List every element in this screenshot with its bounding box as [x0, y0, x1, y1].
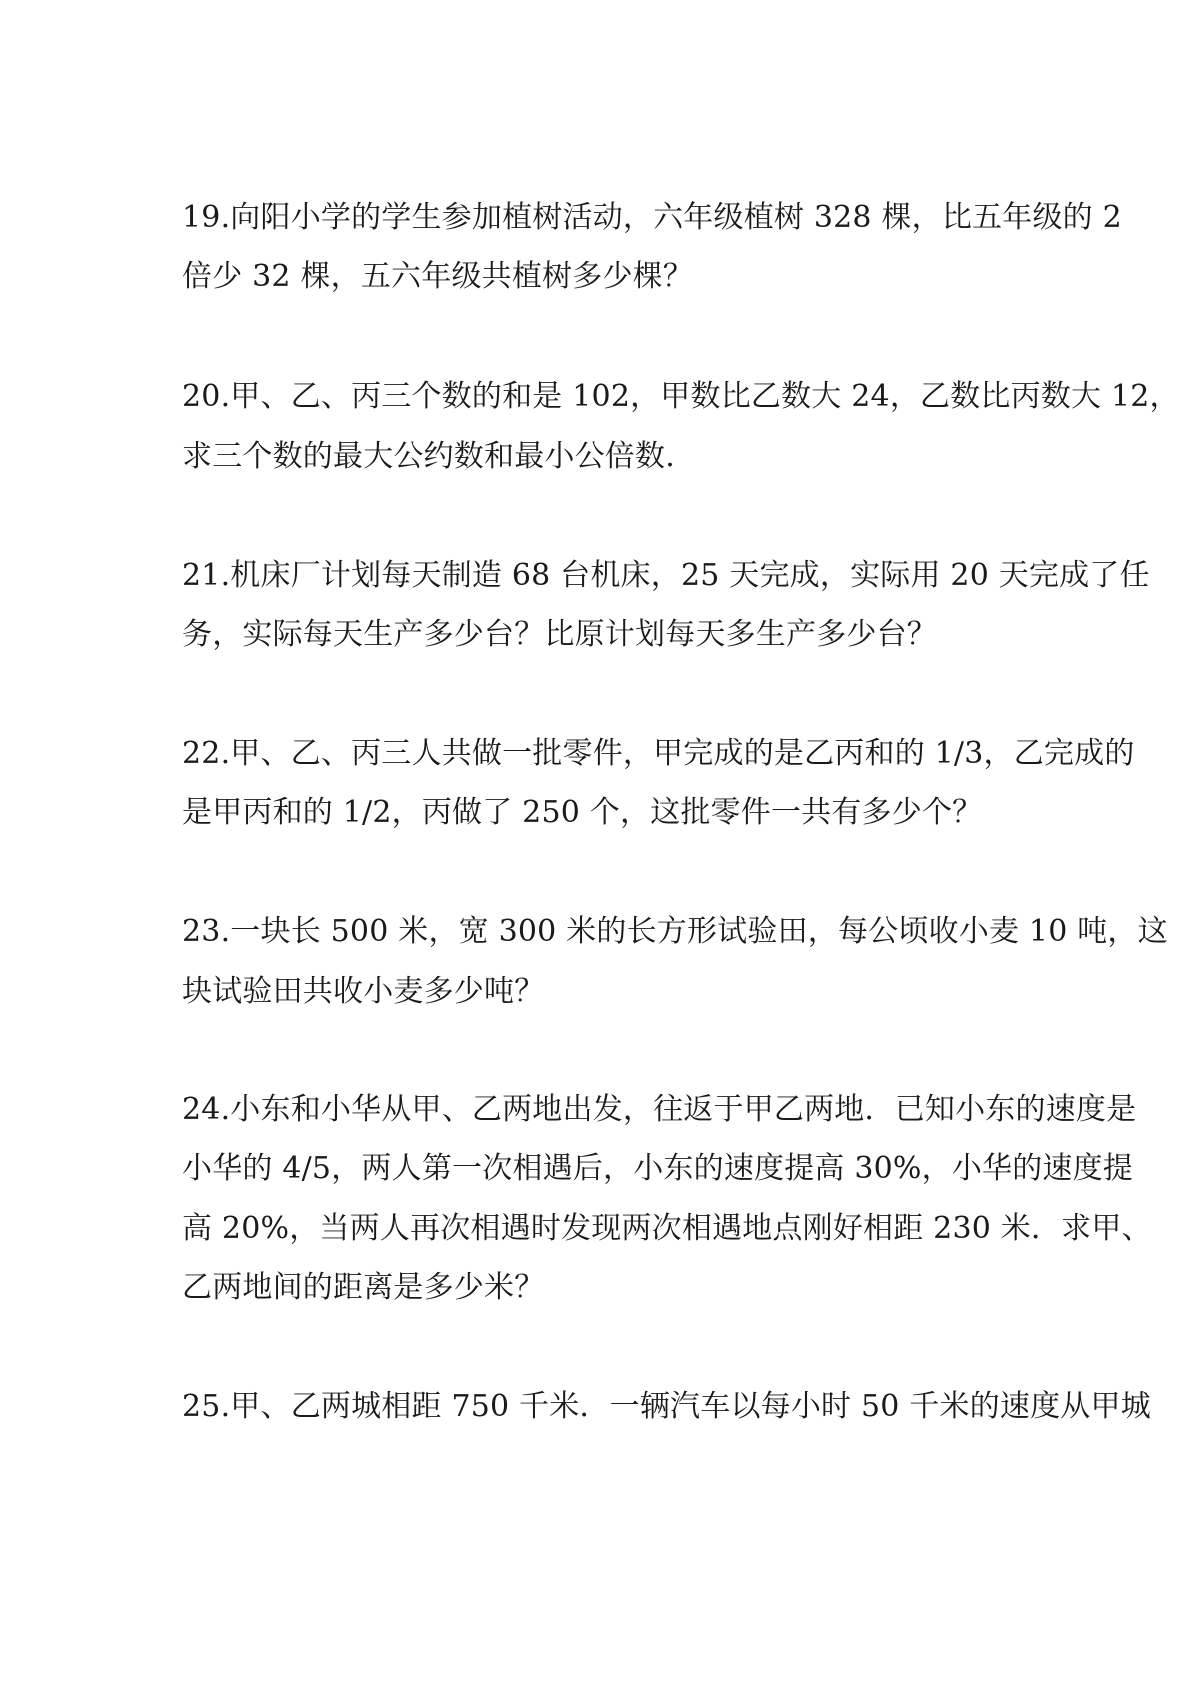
problem-20-line-1: 20.甲、乙、丙三个数的和是 102，甲数比乙数大 24，乙数比丙数大 12， — [182, 379, 1180, 414]
problem-24-line-2: 小华的 4/5，两人第一次相遇后，小东的速度提高 30%，小华的速度提 — [182, 1151, 1134, 1186]
problem-22-line-1: 22.甲、乙、丙三人共做一批零件，甲完成的是乙丙和的 1/3，乙完成的 — [182, 736, 1135, 771]
problem-19-line-1: 19.向阳小学的学生参加植树活动，六年级植树 328 棵，比五年级的 2 — [182, 200, 1122, 235]
problem-23-line-2: 块试验田共收小麦多少吨？ — [182, 974, 545, 1009]
problem-20-line-2: 求三个数的最大公约数和最小公倍数. — [182, 439, 675, 474]
problem-19-line-2: 倍少 32 棵，五六年级共植树多少棵？ — [182, 259, 694, 294]
problem-24-line-4: 乙两地间的距离是多少米？ — [182, 1270, 545, 1305]
problem-24-line-1: 24.小东和小华从甲、乙两地出发，往返于甲乙两地．已知小东的速度是 — [182, 1092, 1137, 1127]
problem-25-line-1: 25.甲、乙两城相距 750 千米．一辆汽车以每小时 50 千米的速度从甲城 — [182, 1389, 1151, 1424]
problem-21-line-2: 务，实际每天生产多少台？比原计划每天多生产多少台？ — [182, 617, 937, 652]
problem-21-line-1: 21.机床厂计划每天制造 68 台机床，25 天完成，实际用 20 天完成了任 — [182, 558, 1150, 593]
problem-22-line-2: 是甲丙和的 1/2，丙做了 250 个，这批零件一共有多少个？ — [182, 795, 983, 830]
problem-24-line-3: 高 20%，当两人再次相遇时发现两次相遇地点刚好相距 230 米．求甲、 — [182, 1211, 1152, 1246]
problem-23-line-1: 23.一块长 500 米，宽 300 米的长方形试验田，每公顷收小麦 10 吨，这 — [182, 914, 1168, 949]
